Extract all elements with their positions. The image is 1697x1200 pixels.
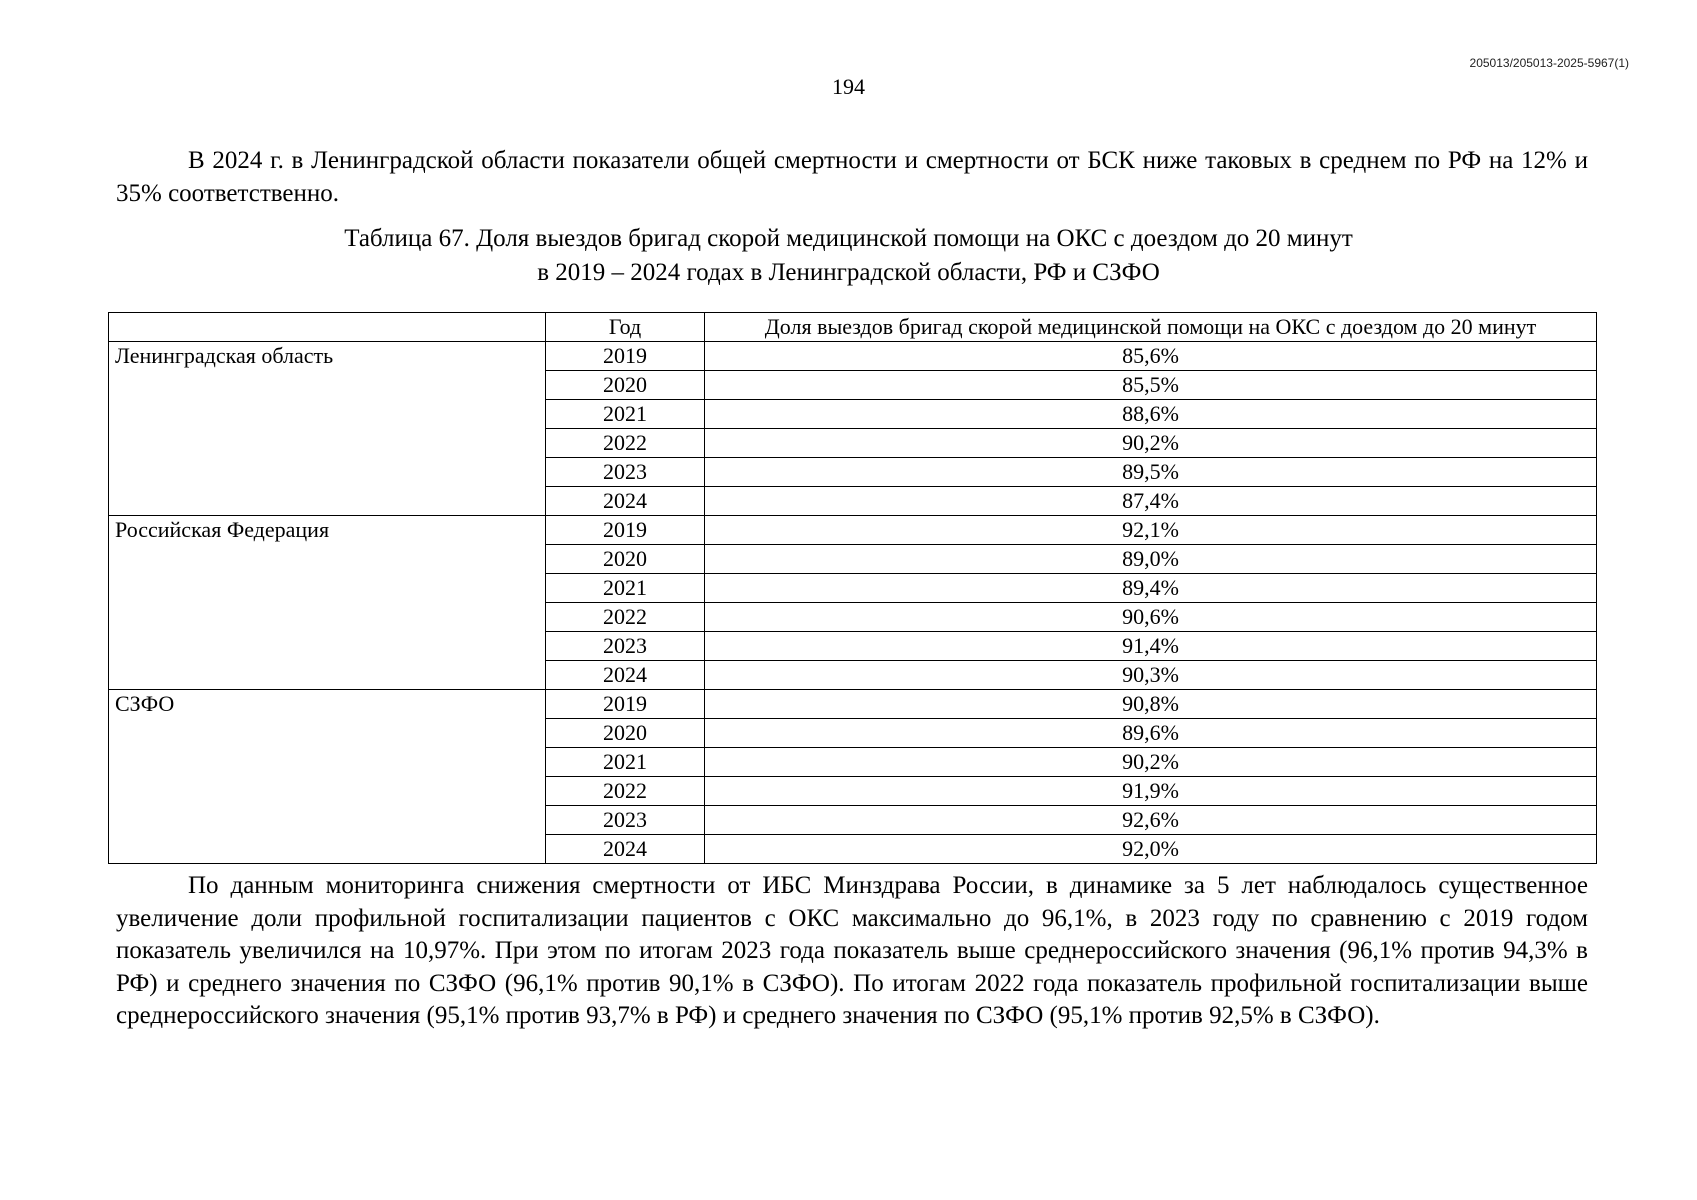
table-caption (0, 222, 1697, 290)
year-cell: 2020 (546, 545, 705, 574)
share-value-cell: 92,6% (705, 806, 1597, 835)
intro-paragraph: В 2024 г. в Ленинградской области показатели общей смертности и смертности от БСК ниже таковых в среднем по РФ на 12% и 35% соответственно. (116, 147, 1588, 207)
header-year: Год (546, 313, 705, 342)
year-cell: 2024 (546, 661, 705, 690)
share-value-cell: 85,5% (705, 371, 1597, 400)
share-value-cell: 90,3% (705, 661, 1597, 690)
share-value-cell: 89,6% (705, 719, 1597, 748)
year-cell: 2022 (546, 429, 705, 458)
year-cell: 2021 (546, 748, 705, 777)
year-cell: 2023 (546, 632, 705, 661)
year-cell: 2022 (546, 777, 705, 806)
year-cell: 2019 (546, 342, 705, 371)
year-cell: 2021 (546, 574, 705, 603)
table-header-row (109, 313, 1597, 342)
table-row (109, 516, 1597, 545)
share-value-cell: 89,0% (705, 545, 1597, 574)
table-caption-line-2: в 2019 – 2024 годах в Ленинградской области, РФ и СЗФО (537, 259, 1160, 286)
share-value-cell: 90,8% (705, 690, 1597, 719)
year-cell: 2020 (546, 371, 705, 400)
share-value-cell: 89,5% (705, 458, 1597, 487)
share-value-cell: 92,1% (705, 516, 1597, 545)
header-region (109, 313, 546, 342)
region-cell: Ленинградская область (109, 342, 546, 516)
table-row (109, 690, 1597, 719)
year-cell: 2023 (546, 458, 705, 487)
closing-paragraph: По данным мониторинга снижения смертности от ИБС Минздрава России, в динамике за 5 лет наблюдалось существенное увеличение доли профильной госпитализации пациентов с ОКС максимально до 96,1%, в 2023 году по сравнению с 2019 годом показатель увеличился на 10,97%. При этом по итогам 2023 года показатель выше среднероссийского значения (96,1% против 94,3% в РФ) и среднего значения по СЗФО (96,1% против 90,1% в СЗФО). По итогам 2022 года показатель профильной госпитализации выше среднероссийского значения (95,1% против 93,7% в РФ) и среднего значения по СЗФО (95,1% против 92,5% в СЗФО). (116, 872, 1588, 1029)
year-cell: 2019 (546, 690, 705, 719)
share-value-cell: 92,0% (705, 835, 1597, 864)
year-cell: 2020 (546, 719, 705, 748)
table-caption-line-1: Таблица 67. Доля выездов бригад скорой медицинской помощи на ОКС с доездом до 20 минут (344, 225, 1353, 252)
year-cell: 2022 (546, 603, 705, 632)
share-value-cell: 90,6% (705, 603, 1597, 632)
region-cell: Российская Федерация (109, 516, 546, 690)
year-cell: 2023 (546, 806, 705, 835)
year-cell: 2024 (546, 487, 705, 516)
header-share: Доля выездов бригад скорой медицинской помощи на ОКС с доездом до 20 минут (705, 313, 1597, 342)
year-cell: 2021 (546, 400, 705, 429)
page-number: 194 (832, 74, 865, 99)
share-value-cell: 85,6% (705, 342, 1597, 371)
share-value-cell: 87,4% (705, 487, 1597, 516)
share-value-cell: 91,9% (705, 777, 1597, 806)
table-row (109, 342, 1597, 371)
region-cell: СЗФО (109, 690, 546, 864)
year-cell: 2019 (546, 516, 705, 545)
share-value-cell: 90,2% (705, 429, 1597, 458)
share-value-cell: 88,6% (705, 400, 1597, 429)
document-id: 205013/205013-2025-5967(1) (1469, 56, 1629, 70)
year-cell: 2024 (546, 835, 705, 864)
share-value-cell: 89,4% (705, 574, 1597, 603)
data-table (108, 312, 1597, 864)
share-value-cell: 91,4% (705, 632, 1597, 661)
share-value-cell: 90,2% (705, 748, 1597, 777)
